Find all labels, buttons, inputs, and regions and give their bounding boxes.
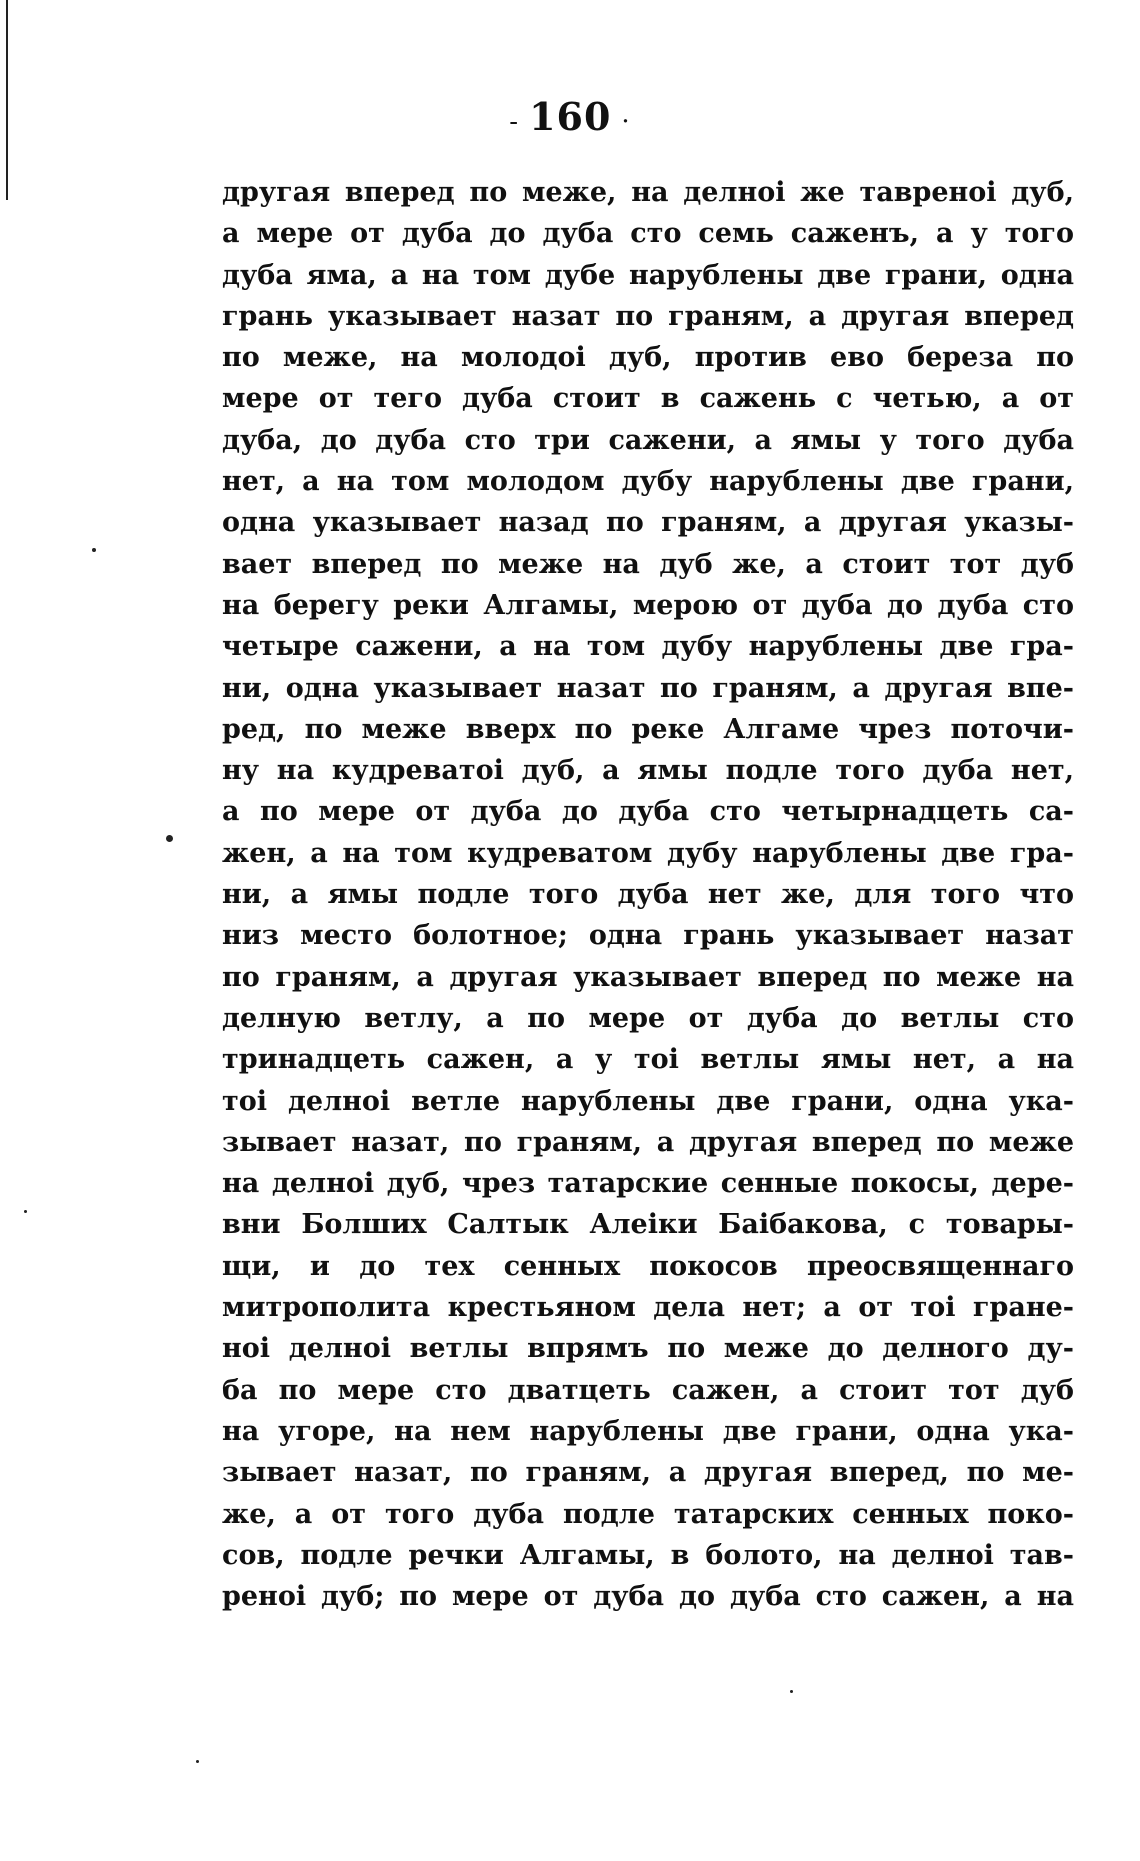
text-line: низ место болотное; одна грань указывает назат bbox=[222, 920, 1074, 952]
text-line: сов, подле речки Алгамы, в болото, на делноі тав- bbox=[222, 1539, 1074, 1571]
text-line: мере от тего дуба стоит в сажень с четью, а от bbox=[222, 383, 1074, 415]
text-line: на делноі дуб, чрез татарские сенные покосы, дере- bbox=[222, 1168, 1074, 1200]
text-line: вни Болших Салтык Алеіки Баібакова, с товары- bbox=[222, 1209, 1074, 1241]
text-line: митрополита крестьяном дела нет; а от тоі гране- bbox=[222, 1292, 1074, 1324]
text-line: а мере от дуба до дуба сто семь саженъ, а у того bbox=[222, 218, 1074, 250]
text-line: четыре сажени, а на том дубу нарублены две гра- bbox=[222, 631, 1074, 663]
text-line: реноі дуб; по мере от дуба до дуба сто сажен, а на bbox=[222, 1581, 1074, 1613]
text-line: вает вперед по меже на дуб же, а стоит тот дуб bbox=[222, 548, 1074, 580]
text-line: одна указывает назад по граням, а другая указы- bbox=[222, 507, 1074, 539]
text-line: зывает назат, по граням, а другая вперед, по ме- bbox=[222, 1457, 1074, 1489]
scan-speck bbox=[166, 835, 173, 842]
text-line: ноі делноі ветлы впрямъ по меже до делного ду- bbox=[222, 1333, 1074, 1365]
page-number bbox=[0, 94, 1140, 139]
text-line: на угоре, на нем нарублены две грани, одна ука- bbox=[222, 1415, 1074, 1447]
text-line: на берегу реки Алгамы, мерою от дуба до дуба сто bbox=[222, 589, 1074, 621]
text-line: делную ветлу, а по мере от дуба до ветлы сто bbox=[222, 1002, 1074, 1034]
text-line: по граням, а другая указывает вперед по меже на bbox=[222, 961, 1074, 993]
text-line: щи, и до тех сенных покосов преосвященнаго bbox=[222, 1250, 1074, 1282]
scan-speck bbox=[790, 1690, 793, 1693]
body-text bbox=[222, 172, 1074, 1617]
text-line: ред, по меже вверх по реке Алгаме чрез поточи- bbox=[222, 713, 1074, 745]
scan-speck bbox=[92, 548, 96, 552]
page-number-left-mark: - bbox=[509, 107, 520, 137]
text-line: ба по мере сто дватцеть сажен, а стоит тот дуб bbox=[222, 1374, 1074, 1406]
text-line: зывает назат, по граням, а другая вперед по меже bbox=[222, 1126, 1074, 1158]
text-line: нет, а на том молодом дубу нарублены две грани, bbox=[222, 466, 1074, 498]
text-line: ни, одна указывает назат по граням, а другая впе- bbox=[222, 672, 1074, 704]
scan-speck bbox=[196, 1760, 199, 1763]
text-line: же, а от того дуба подле татарских сенных поко- bbox=[222, 1498, 1074, 1530]
text-line: тринадцеть сажен, а у тоі ветлы ямы нет, а на bbox=[222, 1044, 1074, 1076]
page-number-value: 160 bbox=[529, 94, 612, 139]
text-line: по меже, на молодоі дуб, против ево береза по bbox=[222, 342, 1074, 374]
scan-speck bbox=[24, 1210, 27, 1213]
page-number-right-mark: · bbox=[621, 107, 631, 137]
text-line: а по мере от дуба до дуба сто четырнадцеть са- bbox=[222, 796, 1074, 828]
text-line: дуба яма, а на том дубе нарублены две грани, одна bbox=[222, 259, 1074, 291]
text-line: грань указывает назат по граням, а другая вперед bbox=[222, 300, 1074, 332]
text-line: ну на кудреватоі дуб, а ямы подле того дуба нет, bbox=[222, 755, 1074, 787]
text-line: другая вперед по меже, на делноі же тавреноі дуб, bbox=[222, 177, 1074, 208]
text-line: дуба, до дуба сто три сажени, а ямы у того дуба bbox=[222, 424, 1074, 456]
text-line: ни, а ямы подле того дуба нет же, для того что bbox=[222, 879, 1074, 911]
text-line: жен, а на том кудреватом дубу нарублены две гра- bbox=[222, 837, 1074, 869]
text-line: тоі делноі ветле нарублены две грани, одна ука- bbox=[222, 1085, 1074, 1117]
